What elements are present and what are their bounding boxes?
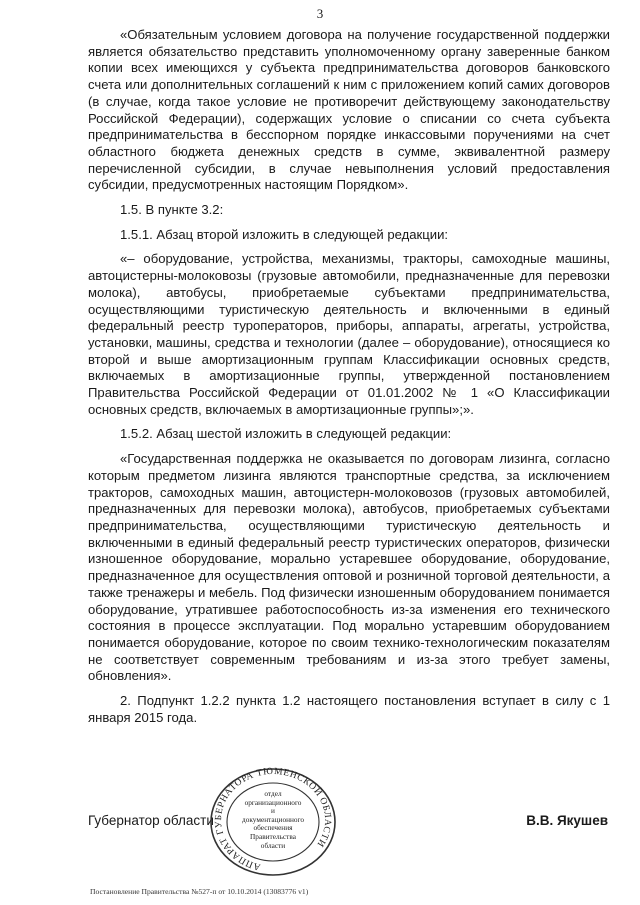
signature-name: В.В. Якушев bbox=[526, 813, 608, 828]
paragraph-equipment-definition: «– оборудование, устройства, механизмы, тракторы, самоходные машины, автоцистерны-молоковозы (грузовые автомобили, предназначенные для перевозки молока), автобусы, приобретаемые субъектами предпринимательства, осуществляющими туристическую деятельность и включенными в единый федеральный реестр туроператоров, приборы, аппараты, агрегаты, устройства, установки, машины, средства и технологии (далее – оборудование), относящиеся ко второй и выше амортизационным группам Классификации основных средств, включаемых в амортизационные группы, утвержденной постановлением Правительства Российской Федерации от 01.01.2002 № 1 «О Классификации основных средств, включаемых в амортизационные группы»;». bbox=[88, 251, 610, 417]
stamp-line: документационного bbox=[242, 814, 305, 824]
stamp-line: организационного bbox=[244, 797, 302, 807]
paragraph-leasing-restriction: «Государственная поддержка не оказывается по договорам лизинга, согласно которым предметом лизинга являются транспортные средства, за исключением тракторов, самоходных машин, автоцистерн-молоковозов (грузовых автомобилей, предназначенных для перевозки молока), автобусов, приобретаемых субъектами предпринимательства, осуществляющими туристическую деятельность и включенными в единый федеральный реестр туристических операторов, физически изношенное оборудование, морально устаревшее оборудование, оборудование, предназначенное для осуществления оптовой и розничной торговой деятельности, а также тренажеры и мебель. Под физически изношенным оборудованием понимается оборудование, утратившее работоспособность из-за изменения его технического состояния в процессе эксплуатации. Под морально устаревшим оборудованием понимается оборудование, которое по своим технико-технологическим показателям не соответствует современным требованиям и из-за этого требует замены, обновления». bbox=[88, 451, 610, 684]
paragraph-obligation-condition: «Обязательным условием договора на получение государственной поддержки является обязательство представить уполномоченному органу заверенные банком копии всех имеющихся у субъекта предпринимательства договоров банковского счета или дополнительных соглашений к ним с приложением копий самих договоров (в случае, когда такое условие не противоречит действующему законодательству Российской Федерации), содержащих условие о списании со счета субъекта предпринимательства в бесспорном порядке инкассовыми поручениями на счет областного бюджета денежных средств в сумме, эквивалентной размеру перечисленной субсидии, в случае невыполнения условий предоставления субсидии, предусмотренных настоящим Порядком». bbox=[88, 27, 610, 193]
stamp-line: отдел bbox=[264, 789, 282, 798]
stamp-line: области bbox=[260, 840, 286, 850]
signature-title: Губернатор области bbox=[88, 813, 214, 828]
stamp-inner-text bbox=[242, 790, 304, 850]
paragraph-item-1-5-2: 1.5.2. Абзац шестой изложить в следующей редакции: bbox=[120, 426, 452, 442]
official-stamp bbox=[206, 766, 340, 878]
paragraph-item-1-5: 1.5. В пункте 3.2: bbox=[120, 202, 224, 218]
stamp-line: и bbox=[271, 806, 275, 816]
stamp-ring-text: АППАРАТ ГУБЕРНАТОРА ТЮМЕНСКОЙ ОБЛАСТИ bbox=[213, 766, 333, 872]
paragraph-item-1-5-1: 1.5.1. Абзац второй изложить в следующей редакции: bbox=[120, 226, 449, 242]
stamp-line: обеспечения bbox=[253, 823, 293, 833]
page-number: 3 bbox=[316, 6, 324, 21]
document-footer: Постановление Правительства №527-п от 10.10.2014 (13083776 v1) bbox=[90, 887, 309, 896]
document-body bbox=[88, 27, 610, 726]
paragraph-effective-date: 2. Подпункт 1.2.2 пункта 1.2 настоящего постановления вступает в силу с 1 января 2015 года. bbox=[88, 693, 610, 725]
stamp-line: Правительства bbox=[250, 831, 296, 841]
